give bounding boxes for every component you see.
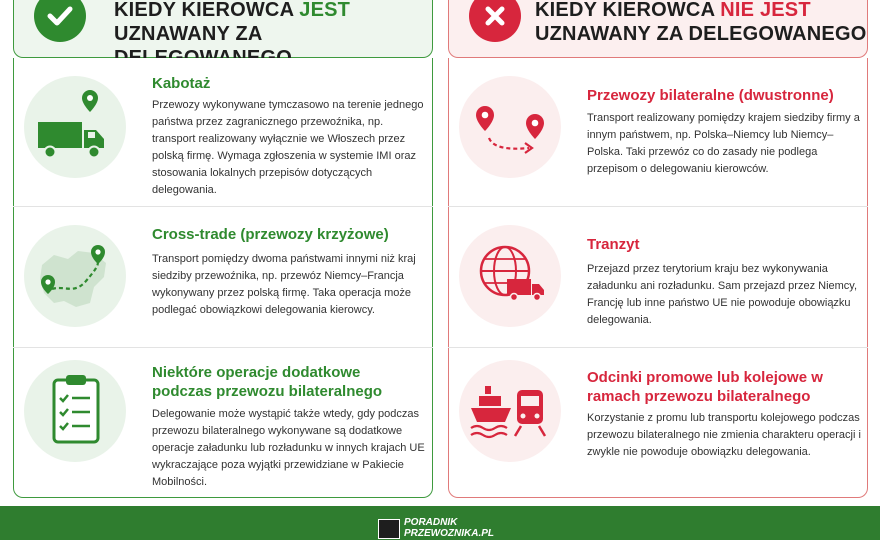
logo-line1: PORADNIK [404, 517, 458, 528]
cabotage-card [13, 58, 433, 206]
delegated-column [13, 0, 433, 498]
not-delegated-column [448, 0, 868, 498]
bilateral-title: Przewozy bilateralne (dwustronne) [587, 87, 834, 104]
cross-badge [469, 0, 521, 42]
cross-trade-card [13, 207, 433, 347]
clipboard-checklist-icon [24, 360, 126, 462]
ferry-rail-card [448, 348, 868, 498]
logo-mark-icon [378, 519, 400, 539]
truck-location-icon [24, 76, 126, 178]
transit-title: Tranzyt [587, 236, 640, 253]
europe-route-icon [24, 225, 126, 327]
cabotage-text: Przewozy wykonywane tymczasowo na terenie jednego państwa przez zagranicznego przewoźnika, np. transport realizowany wyłącznie we Włoszech przez polską firmę. Wymaga zgłoszenia w systemie IMI oraz stosowania lokalnych przepisów dotyczących delegowania. [152, 99, 424, 196]
check-icon [45, 1, 75, 31]
ferry-rail-title: Odcinki promowe lub kolejowe w ramach przewozu bilateralnego [587, 369, 823, 405]
delegated-header [13, 0, 433, 58]
globe-truck-icon [459, 225, 561, 327]
cross-icon [480, 1, 510, 31]
ferry-train-icon [459, 360, 561, 462]
transit-text: Przejazd przez terytorium kraju bez wykonywania załadunku ani rozładunku. Sam przejazd przez Niemcy, Francję lub inne państwo UE nie powoduje obowiązku delegowania. [587, 263, 858, 326]
cabotage-title: Kabotaż [152, 75, 211, 92]
transit-card [448, 207, 868, 347]
not-delegated-header [448, 0, 868, 58]
route-pins-icon [459, 76, 561, 178]
check-badge [34, 0, 86, 42]
ferry-rail-text: Korzystanie z promu lub transportu kolejowego podczas przewozu bilateralnego nie zmienia charakteru operacji i zwykle nie powoduje obowiązku delegowania. [587, 412, 861, 458]
bilateral-text: Transport realizowany pomiędzy krajem siedziby firmy a innym państwem, np. Polska–Niemcy lub Niemcy–Polska. Taki przewóz co do zasady nie podlega przepisom o delegowaniu kierowców. [587, 112, 860, 175]
logo-line2: PRZEWOZNIKA.PL [404, 528, 494, 539]
delegated-title: KIEDY KIEROWCA JEST UZNAWANY ZA [114, 0, 351, 45]
not-delegated-title: KIEDY KIEROWCA NIE JEST UZNAWANY ZA DELEGOWANEGO [535, 0, 867, 45]
bilateral-card [448, 58, 868, 206]
additional-operations-card [13, 348, 433, 498]
cross-trade-text: Transport pomiędzy dwoma państwami innymi niż kraj siedziby przewoźnika, np. przewóz Niemcy–Francja wykonywany przez polską firmę. Taka operacja może podlegać obowiązkowi delegowania kierowcy. [152, 253, 416, 316]
brand-logo[interactable] [378, 517, 494, 539]
additional-operations-title: Niektóre operacje dodatkowe podczas przewozu bilateralnego [152, 364, 383, 400]
cross-trade-title: Cross-trade (przewozy krzyżowe) [152, 226, 389, 243]
additional-operations-text: Delegowanie może wystąpić także wtedy, gdy podczas przewozu bilateralnego wykonywane są dodatkowe operacje załadunku lub rozładunku w innych krajach UE wykraczające poza wyjątki przewidziane w Pakiecie Mobilności. [152, 408, 425, 488]
